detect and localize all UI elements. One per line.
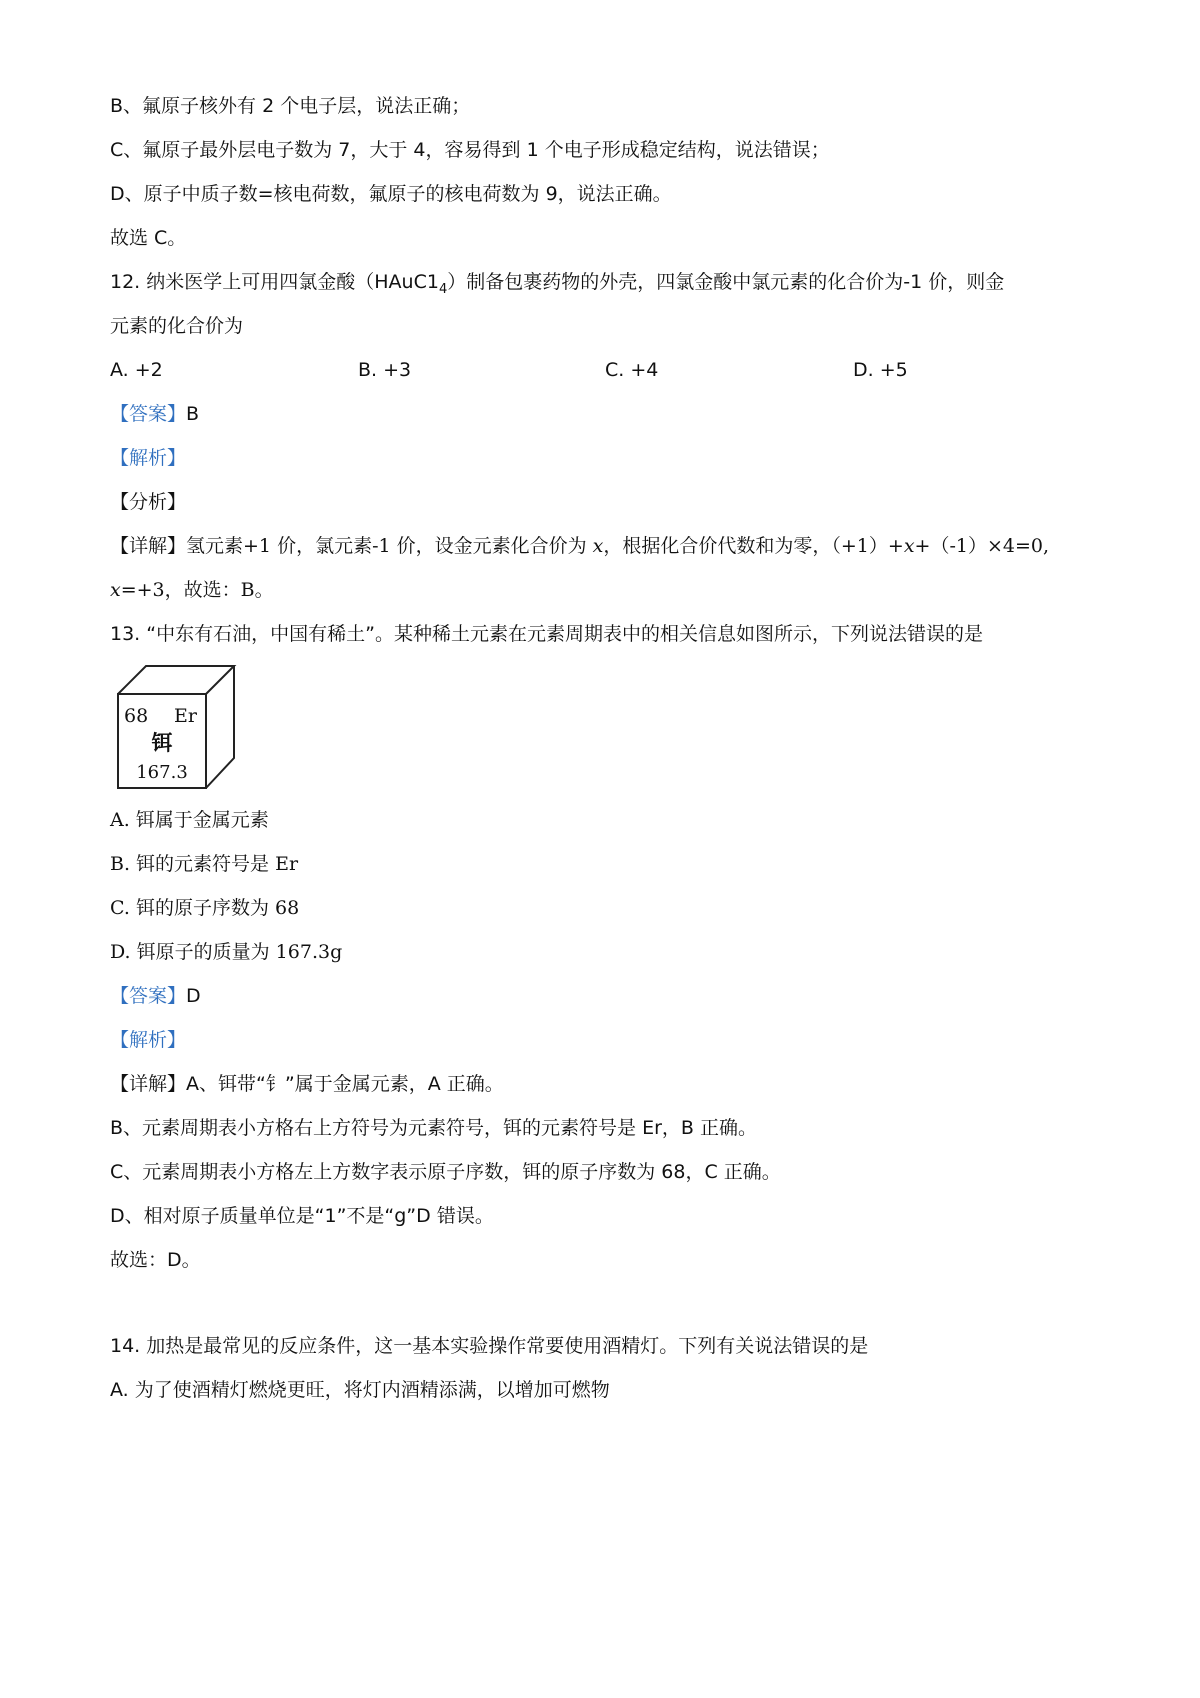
q14-option-a: A. 为了使酒精灯燃烧更旺，将灯内酒精添满，以增加可燃物 <box>110 1379 610 1401</box>
q13-detail-c: C、元素周期表小方格左上方数字表示原子序数，铒的原子序数为 68，C 正确。 <box>110 1161 781 1183</box>
q13-choose: 故选：D。 <box>110 1249 201 1271</box>
q11-option-c: C、氟原子最外层电子数为 7，大于 4，容易得到 1 个电子形成稳定结构，说法错误； <box>110 139 830 161</box>
q13-detail-b: B、元素周期表小方格右上方符号为元素符号，铒的元素符号是 Er，B 正确。 <box>110 1117 757 1139</box>
cube-side-edge <box>206 666 234 788</box>
element-cube-figure <box>110 660 270 800</box>
q12-detail-tag: 【详解】 <box>110 535 187 557</box>
q13-answer <box>110 982 201 1010</box>
q13-option-c: C. 铒的原子序数为 68 <box>110 897 300 919</box>
q12-detail-var: x <box>592 535 604 557</box>
element-name: 铒 <box>151 731 173 755</box>
q13-answer-tag: 【答案】 <box>110 985 187 1007</box>
q13-option-a: A. 铒属于金属元素 <box>110 809 269 831</box>
q12-detail-line2-var: x <box>110 579 121 601</box>
cube-top-edge <box>118 666 234 694</box>
q12-stem-line2: 元素的化合价为 <box>110 315 244 337</box>
q13-detail-a <box>110 1070 504 1098</box>
q12-option-a: A. +2 <box>110 359 163 381</box>
q13-detail-a-text: A、铒带“钅”属于金属元素，A 正确。 <box>186 1073 504 1095</box>
element-mass: 167.3 <box>136 762 188 783</box>
q12-detail-3: +（-1）×4=0, <box>914 535 1050 557</box>
element-number: 68 <box>124 705 149 727</box>
q11-choose: 故选 C。 <box>110 227 187 249</box>
q12-detail-2: ，根据化合价代数和为零，（+1）+ <box>603 535 904 557</box>
q12-answer <box>110 400 199 428</box>
q12-option-d: D. +5 <box>853 359 908 381</box>
q12-option-b: B. +3 <box>358 359 412 381</box>
q14-stem: 14. 加热是最常见的反应条件，这一基本实验操作常要使用酒精灯。下列有关说法错误的是 <box>110 1335 869 1357</box>
element-symbol: Er <box>174 705 197 727</box>
q12-stem-post: ）制备包裹药物的外壳，四氯金酸中氯元素的化合价为-1 价，则金 <box>447 271 1005 293</box>
q12-answer-value: B <box>186 403 200 425</box>
q13-option-d: D. 铒原子的质量为 167.3g <box>110 941 343 963</box>
q12-stem-sub: 4 <box>438 281 448 297</box>
q12-detail-1: 氢元素+1 价，氯元素-1 价，设金元素化合价为 <box>186 535 593 557</box>
q12-stem <box>110 268 1004 304</box>
q12-detail <box>110 532 1049 560</box>
q13-stem: 13. “中东有石油，中国有稀土”。某种稀土元素在元素周期表中的相关信息如图所示，下列说法错误的是 <box>110 623 983 645</box>
q12-option-c: C. +4 <box>605 359 659 381</box>
q13-detail-tag: 【详解】 <box>110 1073 187 1095</box>
q12-answer-tag: 【答案】 <box>110 403 187 425</box>
q12-detail-line2-text: =+3，故选：B。 <box>120 579 274 601</box>
q11-option-b: B、氟原子核外有 2 个电子层，说法正确； <box>110 95 471 117</box>
q12-fenxi: 【分析】 <box>110 491 187 513</box>
q12-jiexi: 【解析】 <box>110 447 187 469</box>
q11-option-d: D、原子中质子数=核电荷数，氟原子的核电荷数为 9，说法正确。 <box>110 183 672 205</box>
q13-jiexi: 【解析】 <box>110 1029 187 1051</box>
q13-detail-d: D、相对原子质量单位是“1”不是“g”D 错误。 <box>110 1205 494 1227</box>
q12-detail-var2: x <box>903 535 915 557</box>
q13-option-b: B. 铒的元素符号是 Er <box>110 853 299 875</box>
q12-stem-pre: 12. 纳米医学上可用四氯金酸（HAuC1 <box>110 271 439 293</box>
q13-answer-value: D <box>186 985 201 1007</box>
q12-detail-line2 <box>110 576 274 604</box>
